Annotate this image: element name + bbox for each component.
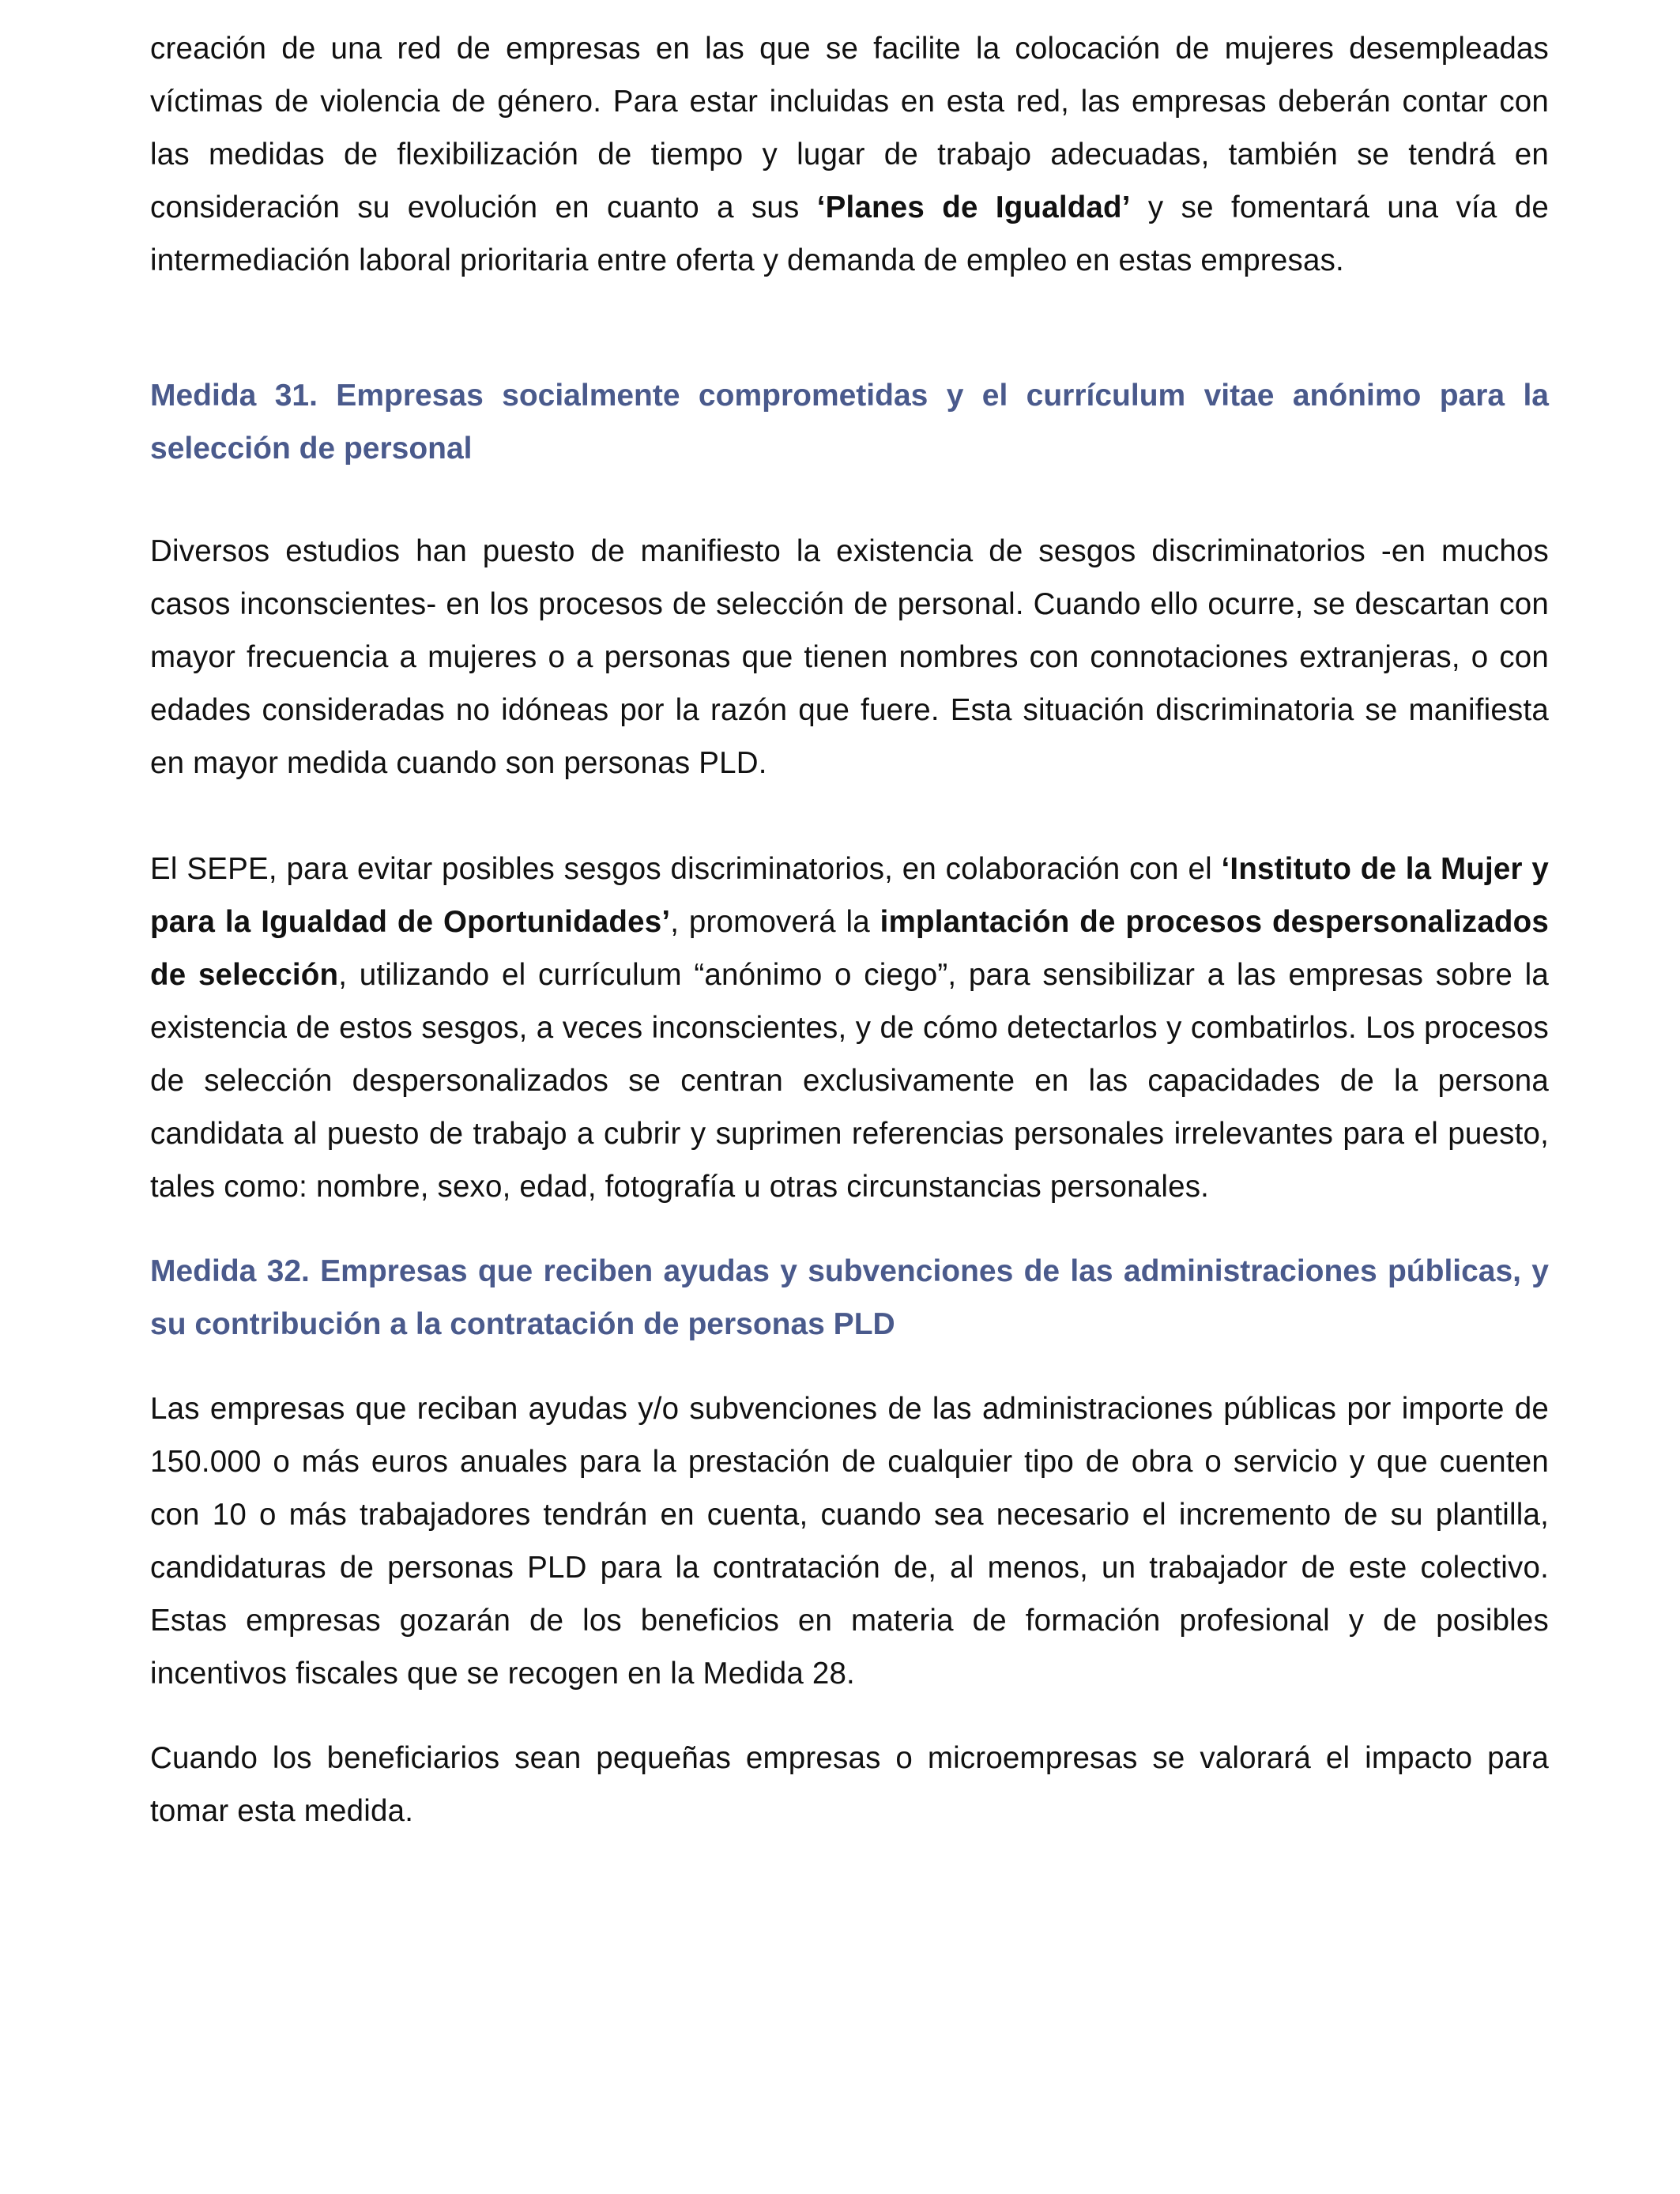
m31-p2-text-1: El SEPE, para evitar posibles sesgos discriminatorios, en colaboración con el <box>150 852 1222 886</box>
medida-32-heading: Medida 32. Empresas que reciben ayudas y subvenciones de las administraciones públicas, y su contribución a la contratación de personas PLD <box>150 1254 1549 1341</box>
medida-32-paragraph-2: Cuando los beneficiarios sean pequeñas empresas o microempresas se valorará el impacto para tomar esta medida. <box>150 1741 1549 1828</box>
intro-bold-planes: ‘Planes de Igualdad’ <box>816 190 1131 224</box>
m31-p2-bold-instituto: ‘Instituto de la Mujer y para la Igualdad de Oportunidades’ <box>150 852 1549 939</box>
medida-31-paragraph-1: Diversos estudios han puesto de manifiesto la existencia de sesgos discriminatorios -en muchos casos inconscientes- en los procesos de selección de personal. Cuando ello ocurre, se descartan con mayor frecuencia a mujeres o a personas que tienen nombres con connotaciones extranjeras, o con edades consideradas no idóneas por la razón que fuere. Esta situación discriminatoria se manifiesta en mayor medida cuando son personas PLD. <box>150 534 1549 780</box>
intro-text-2: y se fomentará una vía de intermediación laboral prioritaria entre oferta y demanda de empleo en estas empresas. <box>150 190 1549 277</box>
medida-31-heading: Medida 31. Empresas socialmente comprometidas y el currículum vitae anónimo para la selección de personal <box>150 379 1549 466</box>
medida-31-paragraph-2 <box>150 843 1549 1213</box>
m31-p2-text-2: , promoverá la <box>670 905 880 939</box>
medida-32-paragraph-1: Las empresas que reciban ayudas y/o subvenciones de las administraciones públicas por importe de 150.000 o más euros anuales para la prestación de cualquier tipo de obra o servicio y que cuenten con 10 o más trabajadores tendrán en cuenta, cuando sea necesario el incremento de su plantilla, candidaturas de personas PLD para la contratación de, al menos, un trabajador de este colectivo. Estas empresas gozarán de los beneficios en materia de formación profesional y de posibles incentivos fiscales que se recogen en la Medida 28. <box>150 1392 1549 1691</box>
document-page <box>150 22 1549 1838</box>
m31-p2-text-3: , utilizando el currículum “anónimo o ciego”, para sensibilizar a las empresas sobre la existencia de estos sesgos, a veces inconscientes, y de cómo detectarlos y combatirlos. Los procesos de selección despersonalizados se centran exclusivamente en las capacidades de la persona candidata al puesto de trabajo a cubrir y suprimen referencias personales irrelevantes para el puesto, tales como: nombre, sexo, edad, fotografía u otras circunstancias personales. <box>150 958 1549 1204</box>
intro-text-1: creación de una red de empresas en las que se facilite la colocación de mujeres desempleadas víctimas de violencia de género. Para estar incluidas en esta red, las empresas deberán contar con las medidas de flexibilización de tiempo y lugar de trabajo adecuadas, también se tendrá en consideración su evolución en cuanto a sus <box>150 32 1549 224</box>
intro-paragraph <box>150 22 1549 287</box>
m31-p2-bold-implantacion: implantación de procesos despersonalizados de selección <box>150 905 1549 992</box>
